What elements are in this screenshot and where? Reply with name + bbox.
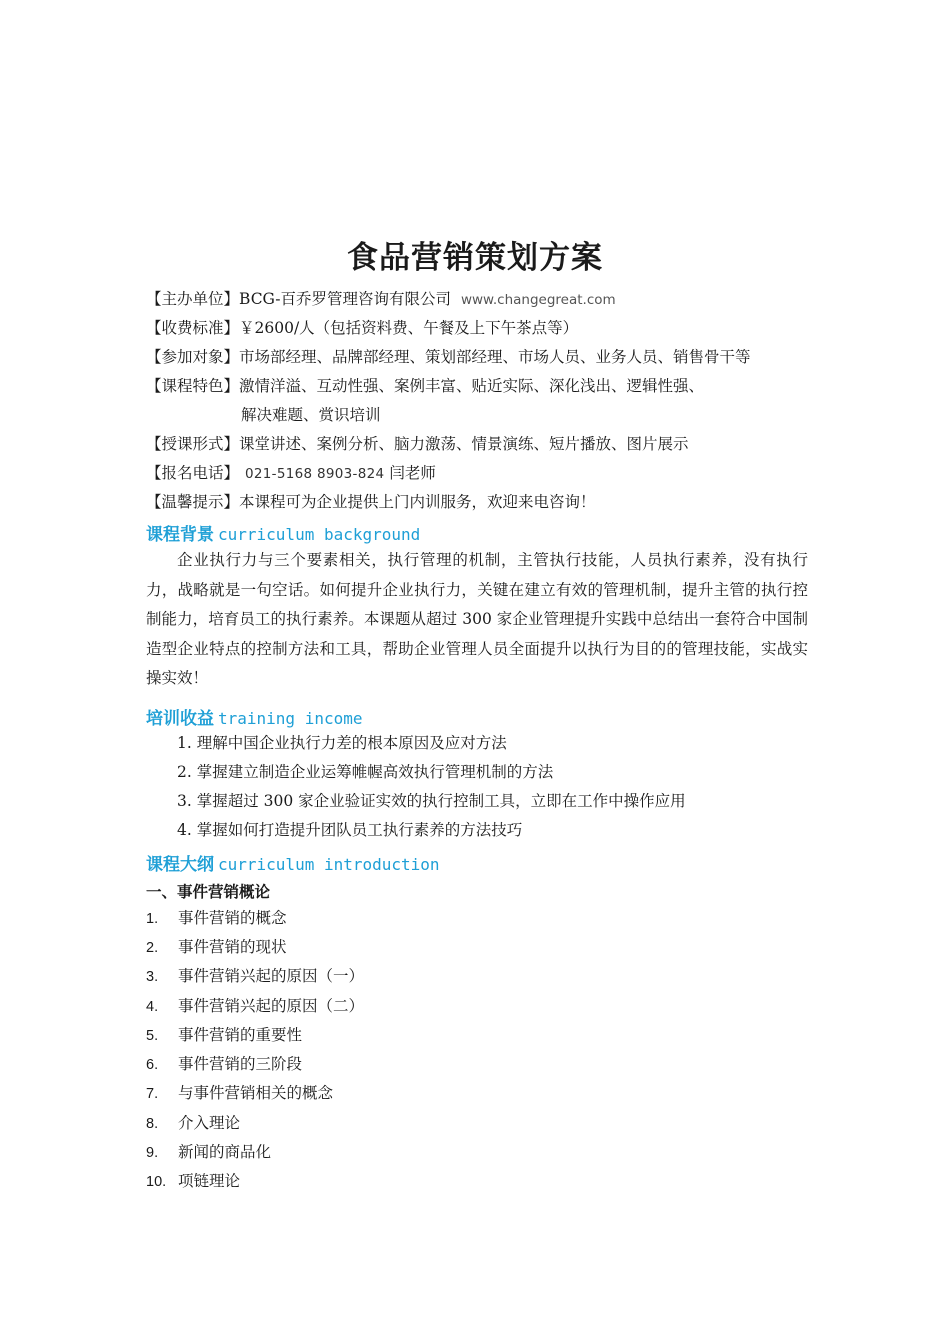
outline-item-text: 新闻的商品化 xyxy=(178,1143,272,1161)
outline-item xyxy=(146,1113,240,1134)
fee-label: 【收费标准】 xyxy=(146,319,240,337)
document-title: 食品营销策划方案 xyxy=(347,240,603,276)
income-heading-cn: 培训收益 xyxy=(146,709,214,729)
outline-item xyxy=(146,1025,302,1046)
outline-item-text: 事件营销的三阶段 xyxy=(178,1055,303,1073)
background-heading-en: curriculum background xyxy=(218,525,421,544)
outline-item-number: 10. xyxy=(146,1174,167,1190)
outline-item xyxy=(146,1171,240,1192)
phone-label: 【报名电话】 xyxy=(146,464,240,482)
outline-item xyxy=(146,908,287,929)
income-item: 4. 掌握如何打造提升团队员工执行素养的方法技巧 xyxy=(177,821,523,839)
outline-item-number: 9. xyxy=(146,1145,159,1161)
info-organizer xyxy=(146,289,616,310)
income-item: 1. 理解中国企业执行力差的根本原因及应对方法 xyxy=(177,734,507,752)
organizer-value: BCG-百乔罗管理咨询有限公司 xyxy=(239,290,451,308)
outline-item-number: 3. xyxy=(146,969,159,985)
income-item: 2. 掌握建立制造企业运筹帷幄高效执行管理机制的方法 xyxy=(177,763,554,781)
outline-item-number: 5. xyxy=(146,1028,159,1044)
audience-value: 市场部经理、品牌部经理、策划部经理、市场人员、业务人员、销售骨干等 xyxy=(239,348,751,366)
info-audience xyxy=(146,347,751,367)
organizer-label: 【主办单位】 xyxy=(146,290,240,308)
income-item: 3. 掌握超过 300 家企业验证实效的执行控制工具，立即在工作中操作应用 xyxy=(177,792,686,810)
info-format xyxy=(146,434,689,454)
tip-label: 【温馨提示】 xyxy=(146,493,240,511)
outline-item-text: 介入理论 xyxy=(178,1114,241,1132)
outline-item-text: 事件营销的现状 xyxy=(178,938,287,956)
outline-item-number: 2. xyxy=(146,940,159,956)
outline-item xyxy=(146,1142,271,1163)
outline-item-number: 1. xyxy=(146,911,159,927)
outline-chapter-title: 一、事件营销概论 xyxy=(146,883,271,901)
format-label: 【授课形式】 xyxy=(146,435,240,453)
outline-item xyxy=(146,937,287,958)
background-heading-cn: 课程背景 xyxy=(146,525,214,545)
outline-item-text: 事件营销兴起的原因（二） xyxy=(178,997,365,1015)
income-heading-en: training income xyxy=(218,709,363,728)
format-value: 课堂讲述、案例分析、脑力激荡、情景演练、短片播放、图片展示 xyxy=(239,435,689,453)
outline-heading xyxy=(146,850,440,875)
info-phone xyxy=(146,463,436,484)
outline-item xyxy=(146,1083,333,1104)
features-value-2: 解决难题、赏识培训 xyxy=(241,406,381,424)
info-tip xyxy=(146,492,596,512)
features-label: 【课程特色】 xyxy=(146,377,240,395)
outline-item-text: 事件营销兴起的原因（一） xyxy=(178,967,365,985)
background-paragraph: 企业执行力与三个要素相关，执行管理的机制，主管执行技能，人员执行素养，没有执行力，战略就是一句空话。如何提升企业执行力，关键在建立有效的管理机制，提升主管的执行控制能力，培育员工的执行素养。本课题从超过 300 家企业管理提升实践中总结出一套符合中国制造型企业特点的控制方法和工具，帮助企业管理人员全面提升以执行为目的的管理技能，实战实操实效！ xyxy=(146,551,808,687)
info-features xyxy=(146,376,704,396)
outline-item xyxy=(146,1054,302,1075)
outline-item-number: 8. xyxy=(146,1116,159,1132)
outline-item-text: 事件营销的重要性 xyxy=(178,1026,303,1044)
info-fee xyxy=(146,318,578,338)
tip-value: 本课程可为企业提供上门内训服务，欢迎来电咨询！ xyxy=(239,493,596,511)
audience-label: 【参加对象】 xyxy=(146,348,240,366)
phone-number: 021-5168 8903-824 xyxy=(245,466,385,482)
outline-item-text: 事件营销的概念 xyxy=(178,909,287,927)
outline-item-text: 项链理论 xyxy=(178,1172,241,1190)
outline-heading-en: curriculum introduction xyxy=(218,855,440,874)
outline-item-number: 6. xyxy=(146,1057,159,1073)
background-heading xyxy=(146,520,420,545)
outline-item-number: 4. xyxy=(146,999,159,1015)
income-heading xyxy=(146,704,363,729)
outline-item-number: 7. xyxy=(146,1086,159,1102)
outline-heading-cn: 课程大纲 xyxy=(146,855,214,875)
fee-value: ￥2600/人（包括资料费、午餐及上下午茶点等） xyxy=(239,319,579,337)
outline-item xyxy=(146,966,364,987)
outline-item-text: 与事件营销相关的概念 xyxy=(178,1084,334,1102)
outline-item xyxy=(146,996,364,1017)
website-text: www.changegreat.com xyxy=(460,292,616,308)
phone-contact: 闫老师 xyxy=(389,464,436,482)
features-value-1: 激情洋溢、互动性强、案例丰富、贴近实际、深化浅出、逻辑性强、 xyxy=(239,377,705,395)
